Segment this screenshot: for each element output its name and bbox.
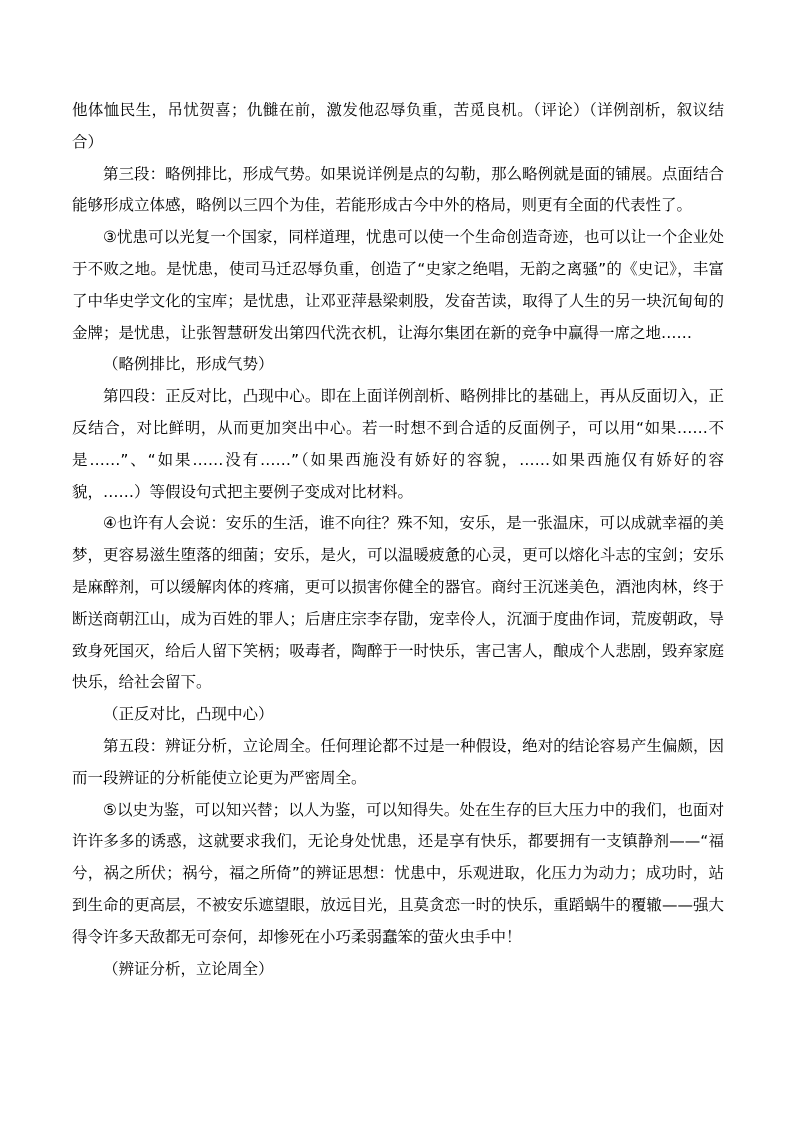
paragraph-note-five: （辨证分析，立论周全） (103, 959, 274, 978)
document-body (72, 95, 724, 985)
paragraph-example-five: ⑤以史为鉴，可以知兴替；以人为鉴，可以知得失。处在生存的巨大压力中的我们，也面对许许多多的诱惑，这就要求我们，无论身处忧患，还是享有快乐，都要拥有一支镇静剂——“福兮，祸之所伏；祸兮，福之所倚”的辨证思想：忧患中，乐观进取，化压力为动力；成功时，站到生命的更高层，不被安乐遮望眼，放远目光，且莫贪恋一时的快乐，重蹈蜗牛的覆辙——强大得令许多天敌都无可奈何，却惨死在小巧柔弱蠢笨的萤火虫手中！ (72, 800, 724, 946)
paragraph-note-three: （略例排比，形成气势） (103, 355, 274, 374)
paragraph-continuation: 他体恤民生，吊忧贺喜；仇雠在前，激发他忍辱负重，苦觅良机。（评论）（详例剖析，叙议结合） (72, 101, 724, 151)
paragraph-section-five-heading: 第五段：辨证分析，立论周全。任何理论都不过是一种假设，绝对的结论容易产生偏颇，因而一段辨证的分析能使立论更为严密周全。 (72, 736, 724, 787)
paragraph-note-four: （正反对比，凸现中心） (103, 705, 274, 724)
paragraph-section-four-heading: 第四段：正反对比，凸现中心。即在上面详例剖析、略例排比的基础上，再从反面切入，正反结合，对比鲜明，从而更加突出中心。若一时想不到合适的反面例子，可以用“如果……不是……”、“如果……没有……”（如果西施没有娇好的容貌，……如果西施仅有娇好的容貌，……）等假设句式把主要例子变成对比材料。 (72, 387, 724, 501)
paragraph-example-three: ③忧患可以光复一个国家，同样道理，忧患可以使一个生命创造奇迹，也可以让一个企业处于不败之地。是忧患，使司马迁忍辱负重，创造了“史家之绝唱，无韵之离骚”的《史记》，丰富了中华史学文化的宝库；是忧患，让邓亚萍悬梁刺股，发奋苦读，取得了人生的另一块沉甸甸的金牌；是忧患，让张智慧研发出第四代洗衣机，让海尔集团在新的竞争中赢得一席之地…… (72, 228, 724, 342)
paragraph-example-four: ④也许有人会说：安乐的生活，谁不向往？殊不知，安乐，是一张温床，可以成就幸福的美梦，更容易滋生堕落的细菌；安乐，是火，可以温暖疲惫的心灵，更可以熔化斗志的宝剑；安乐是麻醉剂，可以缓解肉体的疼痛，更可以损害你健全的器官。商纣王沉迷美色，酒池肉林，终于断送商朝江山，成为百姓的罪人；后唐庄宗李存勖，宠幸伶人，沉湎于度曲作词，荒废朝政，导致身死国灭，给后人留下笑柄；吸毒者，陶醉于一时快乐，害己害人，酿成个人悲剧，毁弃家庭快乐，给社会留下。 (72, 514, 724, 692)
paragraph-section-three-heading: 第三段：略例排比，形成气势。如果说详例是点的勾勒，那么略例就是面的铺展。点面结合能够形成立体感，略例以三四个为佳，若能形成古今中外的格局，则更有全面的代表性了。 (72, 164, 724, 215)
